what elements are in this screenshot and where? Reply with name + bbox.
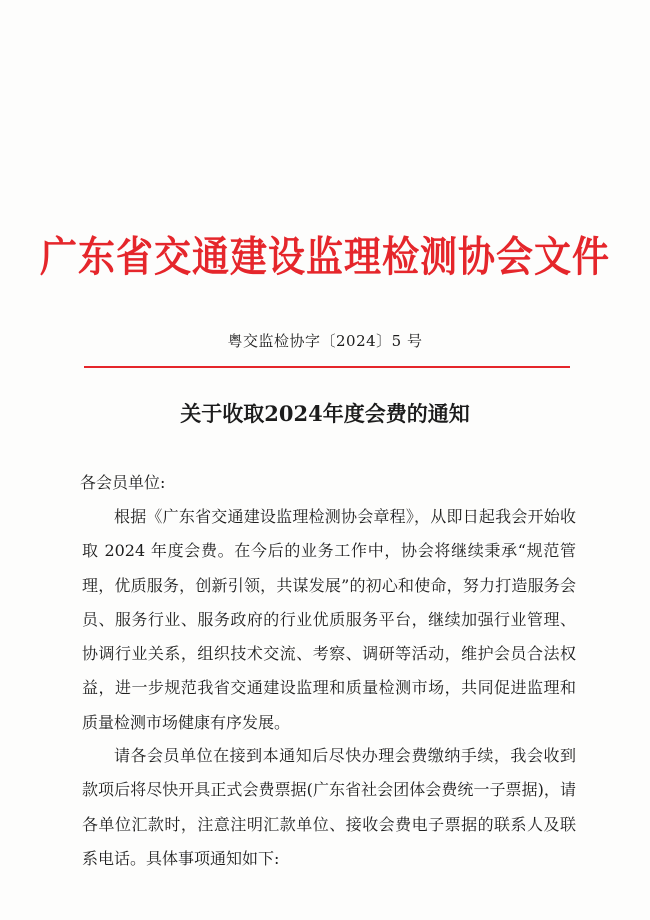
document-number: 粤交监检协字〔2024〕5 号	[227, 332, 423, 350]
red-divider	[84, 366, 570, 368]
body-paragraph: 请各会员单位在接到本通知后尽快办理会费缴纳手续，我会收到款项后将尽快开具正式会费票据(广东省社会团体会费统一子票据)，请各单位汇款时，注意注明汇款单位、接收会费电子票据的联系人及联系电话。具体事项通知如下:	[82, 746, 576, 868]
salutation: 各会员单位:	[80, 473, 166, 492]
notice-title: 关于收取2024年度会费的通知	[180, 401, 470, 426]
issuer-header-title: 广东省交通建设监理检测协会文件	[40, 231, 610, 281]
body-paragraph-2-block	[82, 739, 576, 876]
body-paragraph-1-block	[82, 500, 576, 740]
body-paragraph: 根据《广东省交通建设监理检测协会章程》，从即日起我会开始收取 2024 年度会费。在今后的业务工作中，协会将继续秉承“规范管理，优质服务，创新引领，共谋发展”的初心和使命，努力打造服务会员、服务行业、服务政府的行业优质服务平台，继续加强行业管理、协调行业关系，组织技术交流、考察、调研等活动，维护会员合法权益，进一步规范我省交通建设监理和质量检测市场，共同促进监理和质量检测市场健康有序发展。	[82, 507, 576, 732]
